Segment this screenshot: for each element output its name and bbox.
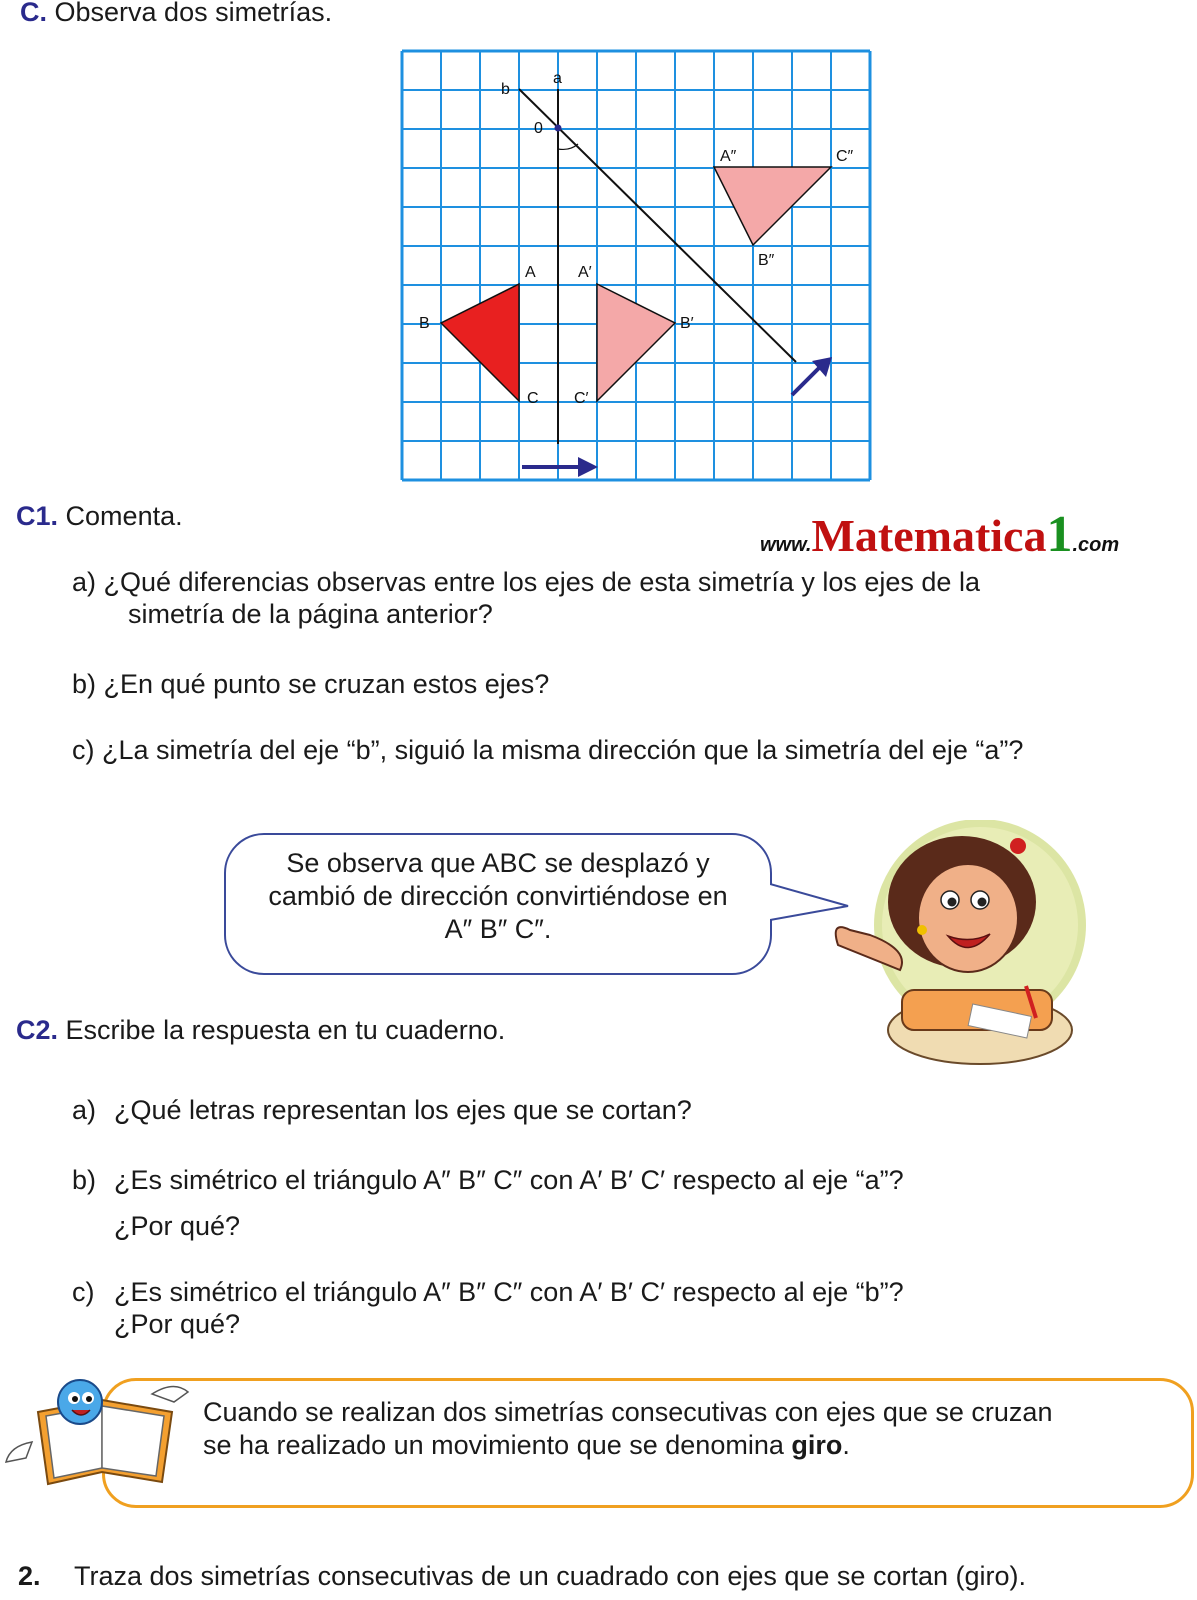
item-text: ¿La simetría del eje “b”, siguió la misma dirección que la simetría del eje “a”? — [102, 735, 1024, 765]
item-letter: c) — [72, 735, 95, 765]
c1-label: C1. — [16, 501, 59, 531]
brand-number: 1 — [1046, 506, 1073, 563]
point-a2-label: A″ — [720, 148, 737, 165]
task2-text: Traza dos simetrías consecutivas de un cuadrado con ejes que se cortan (giro). — [74, 1561, 1026, 1591]
info-line-2-bold: giro — [791, 1430, 843, 1460]
c2-heading — [16, 1014, 505, 1046]
c1-item-c — [72, 734, 1023, 767]
brand-prefix: www. — [760, 534, 812, 556]
bubble-line-1: Se observa que ABC se desplazó y — [286, 848, 710, 878]
item-letter: a) — [72, 567, 97, 597]
c2-title: Escribe la respuesta en tu cuaderno. — [65, 1015, 506, 1045]
point-b2-label: B″ — [758, 252, 775, 269]
c1-title: Comenta. — [65, 501, 183, 531]
point-c2-label: C″ — [836, 148, 854, 165]
c1-heading — [16, 500, 183, 532]
axis-a-label: a — [553, 70, 562, 87]
symmetry-grid-figure — [398, 49, 878, 487]
item-text: ¿En qué punto se cruzan estos ejes? — [103, 669, 550, 699]
c2-item-b-text: ¿Es simétrico el triángulo A″ B″ C″ con A′ B′ C′ respecto al eje “a”? — [114, 1165, 904, 1195]
info-line-1: Cuando se realizan dos simetrías consecutivas con ejes que se cruzan — [203, 1397, 1053, 1427]
brand-watermark — [760, 505, 1119, 564]
section-c-label: C. — [20, 0, 47, 27]
section-c-heading — [20, 0, 332, 28]
book-mascot-icon — [2, 1372, 192, 1512]
c2-label: C2. — [16, 1015, 59, 1045]
c1-item-b — [72, 668, 549, 701]
bubble-line-2: cambió de dirección convirtiéndose en — [268, 881, 728, 911]
point-c-label: C — [527, 390, 539, 407]
c2-item-c-text2: ¿Por qué? — [114, 1309, 241, 1339]
origin-point — [555, 125, 562, 132]
task2-number: 2. — [18, 1561, 41, 1591]
c2-item-c-letter: c) — [72, 1277, 95, 1307]
c1-item-a-line2: simetría de la página anterior? — [128, 599, 493, 629]
bubble-line-3: A″ B″ C″. — [444, 914, 552, 944]
axis-b-label: b — [501, 81, 510, 98]
translation-arrow-head — [578, 457, 598, 477]
speech-bubble — [224, 833, 772, 975]
girl-illustration — [830, 820, 1090, 1080]
grid-lines — [402, 51, 870, 480]
item-letter: b) — [72, 669, 97, 699]
point-a-label: A — [525, 264, 536, 281]
origin-label: 0 — [534, 120, 543, 137]
brand-name: Matematica — [811, 510, 1047, 561]
c2-item-a-text: ¿Qué letras representan los ejes que se cortan? — [114, 1095, 692, 1125]
item-text: ¿Qué diferencias observas entre los ejes de esta simetría y los ejes de la — [103, 567, 980, 597]
info-line-2-pre: se ha realizado un movimiento que se denomina — [203, 1430, 792, 1460]
brand-suffix: .com — [1072, 534, 1120, 556]
c2-item-c-text: ¿Es simétrico el triángulo A″ B″ C″ con A′ B′ C′ respecto al eje “b”? — [114, 1277, 904, 1307]
diagonal-arrow — [792, 367, 820, 395]
point-a1-label: A′ — [578, 264, 592, 281]
section-c-text: Observa dos simetrías. — [54, 0, 333, 27]
c2-item-b-text2: ¿Por qué? — [114, 1211, 241, 1241]
c2-item-b-letter: b) — [72, 1165, 97, 1195]
c2-item-a-letter: a) — [72, 1095, 97, 1125]
info-line-2 — [203, 1429, 850, 1462]
point-c1-label: C′ — [574, 390, 589, 407]
point-b-label: B — [419, 315, 430, 332]
point-b1-label: B′ — [680, 315, 694, 332]
c1-item-a — [72, 566, 980, 599]
info-line-2-post: . — [842, 1430, 850, 1460]
